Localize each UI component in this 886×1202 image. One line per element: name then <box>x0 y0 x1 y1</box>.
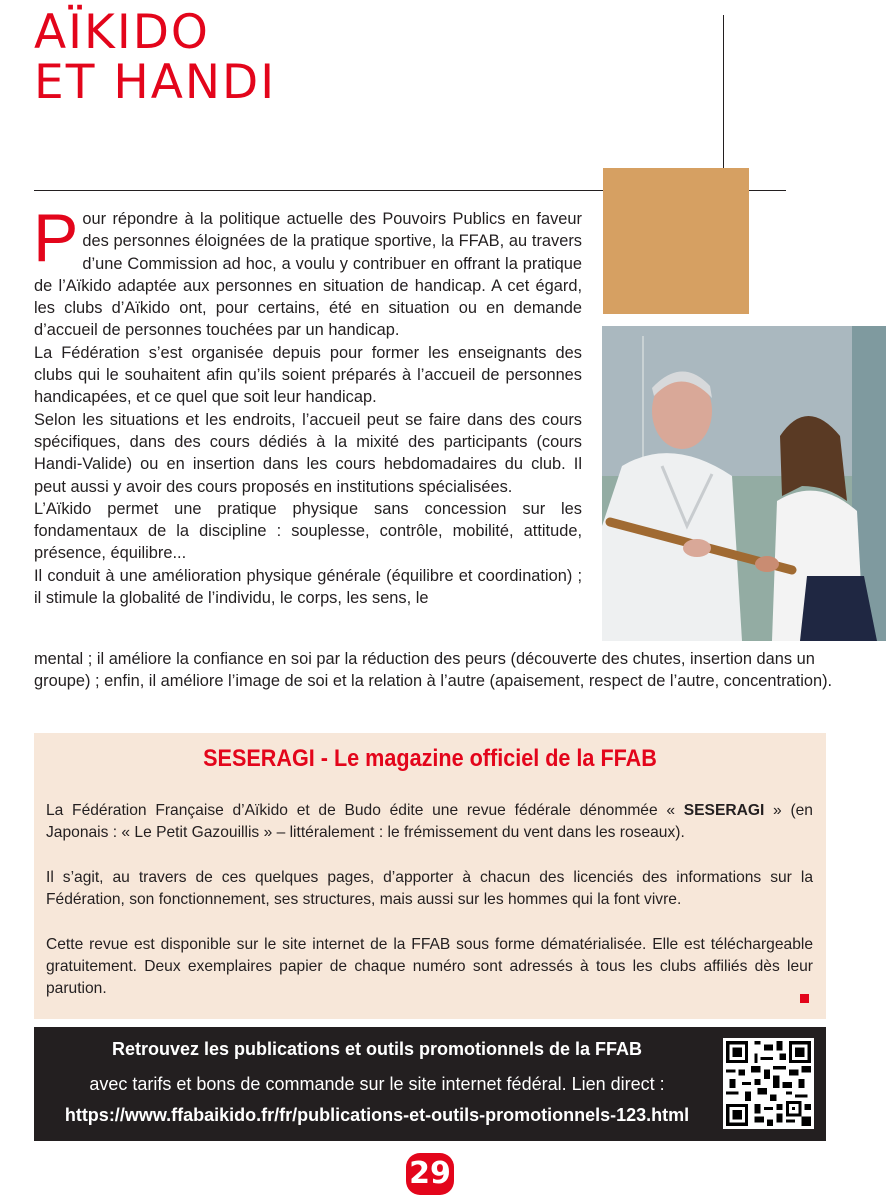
orange-decorative-square <box>603 168 749 314</box>
article-paragraph: Selon les situations et les endroits, l’accueil peut se faire dans des cours spécifiques, dans des cours dédiés à la mixité des participants (cours Handi-Valide) ou en insertion dans les cours hebdomadaires du club. Il peut aussi y avoir des cours proposés en institutions spécialisées. <box>34 410 582 496</box>
page-title <box>34 5 277 110</box>
seseragi-name-bold: SESERAGI <box>683 802 765 819</box>
title-line-1: AÏKIDO <box>34 5 210 60</box>
promo-link[interactable]: https://www.ffabaikido.fr/fr/publications-et-outils-promotionnels-123.html <box>64 1105 690 1125</box>
aikido-photo <box>602 326 886 641</box>
seseragi-p1-before: La Fédération Française d’Aïkido et de Budo édite une revue fédérale dénommée « <box>46 802 684 819</box>
article-paragraph: our répondre à la politique actuelle des Pouvoirs Publics en faveur des personnes éloignées de la pratique sportive, la FFAB, au travers d’une Commission ad hoc, a voulu y contribuer en offrant la pratique de l’Aïkido adaptée aux personnes en situation de handicap. A cet égard, les clubs d’Aïkido ont, pour certains, été en situation ou en demande d’accueil de personnes touchées par un handicap. <box>34 210 582 340</box>
article-paragraph: L’Aïkido permet une pratique physique sans concession sur les fondamentaux de la discipline : souplesse, contrôle, mobilité, attitude, présence, équilibre... <box>34 499 582 563</box>
seseragi-p1-after: » (en Japonais : « Le Petit Gazouillis » – littéralement : le frémissement du vent dans les roseaux). <box>46 802 813 842</box>
seseragi-box <box>34 733 826 1019</box>
article-continuation: mental ; il améliore la confiance en soi par la réduction des peurs (découverte des chutes, insertion dans un groupe) ; enfin, il améliore l’image de soi et la relation à l’autre (apaisement, respect de l’autre, concentration). <box>34 650 833 691</box>
article-paragraph: La Fédération s’est organisée depuis pour former les enseignants des clubs qui le souhaitent afin qu’ils soient préparés à l’accueil de personnes handicapées, et ce quel que soit leur handicap. <box>34 343 582 407</box>
end-mark-square <box>800 994 809 1003</box>
dropcap-letter: P <box>33 200 79 276</box>
qr-code[interactable] <box>723 1038 814 1129</box>
article-paragraph: Il conduit à une amélioration physique générale (équilibre et coordination) ; il stimule la globalité de l’individu, le corps, les sens, le <box>34 566 582 608</box>
seseragi-paragraph-1 <box>46 800 813 845</box>
promo-line-1: Retrouvez les publications et outils promotionnels de la FFAB <box>111 1039 643 1059</box>
seseragi-paragraph-2: Il s’agit, au travers de ces quelques pages, d’apporter à chacun des licenciés des informations sur la Fédération, son fonctionnement, ses structures, mais aussi sur les hommes qui la font vivre. <box>46 868 813 909</box>
title-line-2: ET HANDI <box>34 55 277 110</box>
promo-box <box>34 1027 826 1141</box>
article-body <box>33 200 582 609</box>
qr-code-graphic <box>723 1038 814 1129</box>
seseragi-title: SESERAGI - Le magazine officiel de la FFAB <box>203 745 657 772</box>
aikido-photo-illustration <box>602 326 886 641</box>
seseragi-text <box>46 800 813 1023</box>
promo-line-2: avec tarifs et bons de commande sur le site internet fédéral. Lien direct : <box>89 1074 665 1094</box>
seseragi-paragraph-3: Cette revue est disponible sur le site internet de la FFAB sous forme dématérialisée. Elle est téléchargeable gratuitement. Deux exemplaires papier de chaque numéro sont adressés à tous les clubs affiliés dès leur parution. <box>46 935 813 998</box>
page-number: 29 <box>406 1153 454 1195</box>
